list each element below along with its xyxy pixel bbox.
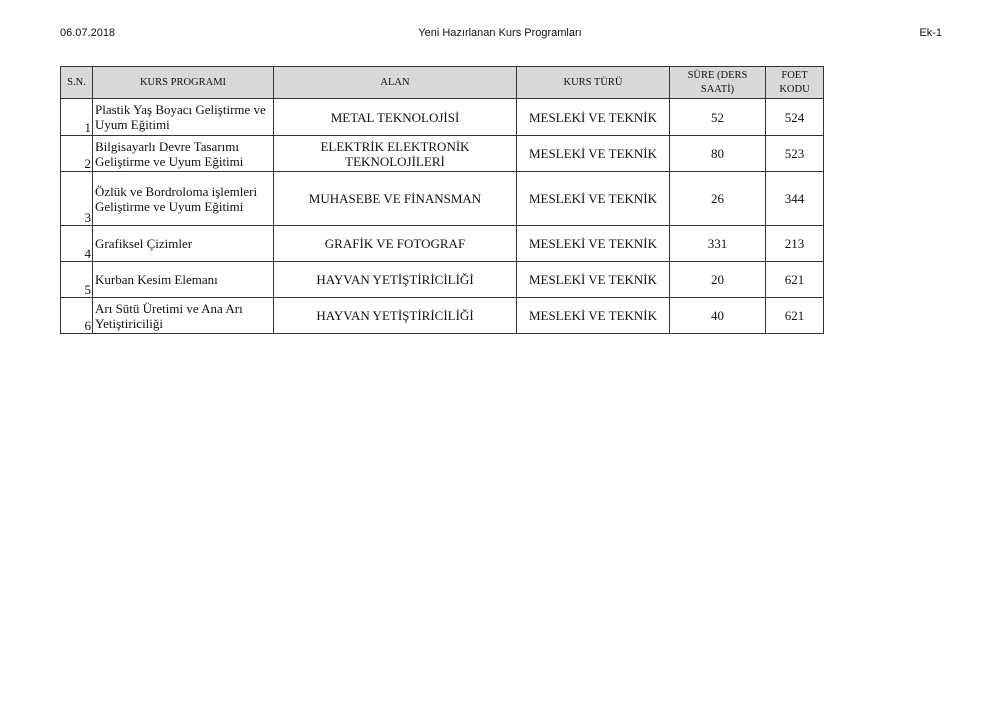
cell-program: Bilgisayarlı Devre Tasarımı Geliştirme ve Uyum Eğitimi [93,136,274,172]
cell-sure: 80 [670,136,766,172]
cell-program: Kurban Kesim Elemanı [93,262,274,298]
table-header-row [61,67,824,99]
cell-alan: METAL TEKNOLOJİSİ [274,99,517,136]
table-row [61,298,824,334]
cell-sn: 6 [61,298,93,334]
table-row [61,262,824,298]
cell-alan: HAYVAN YETİŞTİRİCİLİĞİ [274,262,517,298]
col-alan: ALAN [274,67,517,99]
col-program: KURS PROGRAMI [93,67,274,99]
annex-label: Ek-1 [919,27,942,39]
cell-program: Özlük ve Bordroloma işlemleri Geliştirme ve Uyum Eğitimi [93,172,274,226]
document-date: 06.07.2018 [60,27,116,39]
table-row [61,99,824,136]
cell-tur: MESLEKİ VE TEKNİK [517,136,670,172]
cell-sure: 52 [670,99,766,136]
cell-sure: 40 [670,298,766,334]
cell-program: Grafiksel Çizimler [93,226,274,262]
cell-alan: HAYVAN YETİŞTİRİCİLİĞİ [274,298,517,334]
table-row [61,136,824,172]
cell-foet: 524 [766,99,824,136]
col-tur: KURS TÜRÜ [517,67,670,99]
cell-alan: ELEKTRİK ELEKTRONİK TEKNOLOJİLERİ [274,136,517,172]
cell-sure: 20 [670,262,766,298]
cell-foet: 344 [766,172,824,226]
cell-sn: 4 [61,226,93,262]
cell-alan: GRAFİK VE FOTOGRAF [274,226,517,262]
cell-tur: MESLEKİ VE TEKNİK [517,172,670,226]
col-foet: FOET KODU [766,67,824,99]
cell-sn: 1 [61,99,93,136]
cell-foet: 621 [766,262,824,298]
cell-program: Plastik Yaş Boyacı Geliştirme ve Uyum Eğitimi [93,99,274,136]
cell-foet: 523 [766,136,824,172]
document-title: Yeni Hazırlanan Kurs Programları [418,27,582,39]
cell-foet: 213 [766,226,824,262]
col-sn: S.N. [61,67,93,99]
course-table [60,66,824,334]
table-row [61,172,824,226]
cell-sure: 26 [670,172,766,226]
cell-sn: 3 [61,172,93,226]
cell-tur: MESLEKİ VE TEKNİK [517,262,670,298]
cell-alan: MUHASEBE VE FİNANSMAN [274,172,517,226]
table-row [61,226,824,262]
cell-tur: MESLEKİ VE TEKNİK [517,226,670,262]
cell-foet: 621 [766,298,824,334]
cell-sn: 5 [61,262,93,298]
cell-sure: 331 [670,226,766,262]
cell-tur: MESLEKİ VE TEKNİK [517,99,670,136]
col-sure: SÜRE (DERS SAATİ) [670,67,766,99]
cell-tur: MESLEKİ VE TEKNİK [517,298,670,334]
cell-program: Arı Sütü Üretimi ve Ana Arı Yetiştiriciliği [93,298,274,334]
cell-sn: 2 [61,136,93,172]
